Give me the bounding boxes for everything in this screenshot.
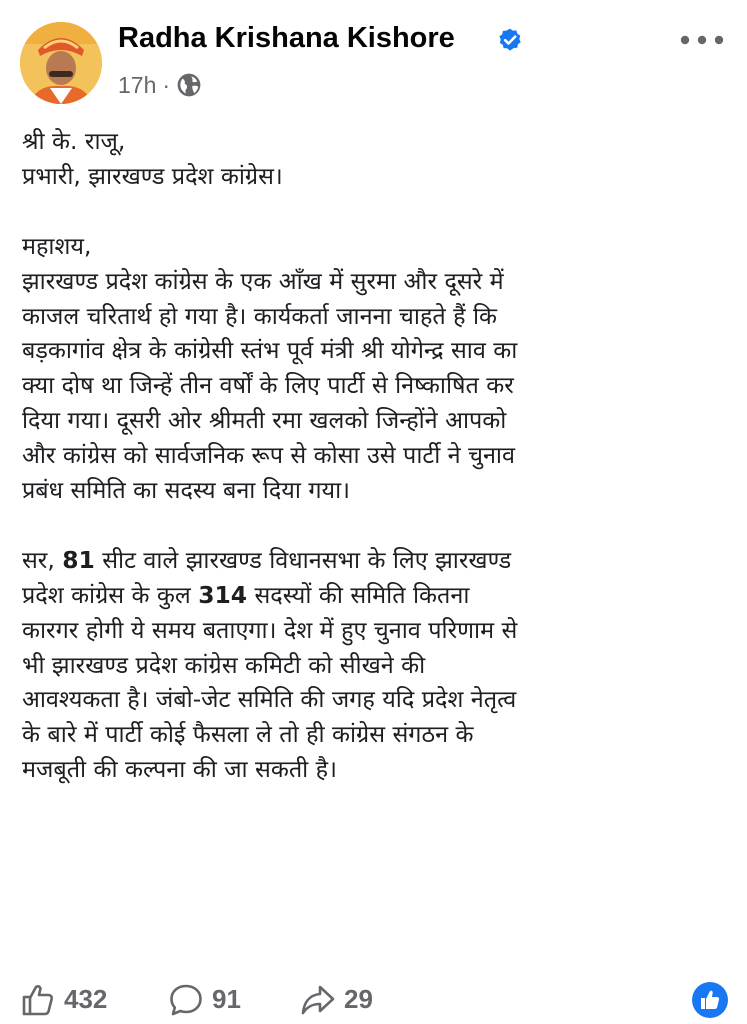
- meta-separator: ·: [162, 71, 171, 98]
- comment-button[interactable]: [168, 975, 241, 1024]
- text-line: भी झारखण्ड प्रदेश कांग्रेस कमिटी को सीखने की: [22, 650, 426, 679]
- text-line: दिया गया। दूसरी ओर श्रीमती रमा खलको जिन्होंने आपको: [22, 406, 507, 435]
- share-count: 29: [344, 984, 373, 1014]
- like-count: 432: [64, 984, 108, 1014]
- text-line: और कांग्रेस को सार्वजनिक रूप से कोसा उसे पार्टी ने चुनाव: [22, 441, 515, 470]
- text-line: बड़कागांव क्षेत्र के कांग्रेसी स्तंभ पूर्व मंत्री श्री योगेन्द्र साव का: [22, 336, 518, 365]
- text-line: आवश्यकता है। जंबो-जेट समिति की जगह यदि प्रदेश नेतृत्व: [22, 685, 517, 714]
- addressee-block: [22, 124, 734, 194]
- comment-bubble-icon: [168, 982, 204, 1018]
- like-button[interactable]: [20, 975, 107, 1024]
- post-time[interactable]: 17h: [118, 71, 157, 98]
- text-segment: सीट वाले झारखण्ड विधानसभा के लिए झारखण्ड: [94, 545, 512, 574]
- text-line: [22, 578, 734, 613]
- avatar[interactable]: [20, 22, 102, 104]
- share-arrow-icon: [300, 982, 336, 1018]
- text-segment: सदस्यों की समिति कितना: [247, 580, 470, 609]
- globe-icon: [176, 72, 202, 98]
- text-line: प्रबंध समिति का सदस्य बना दिया गया।: [22, 476, 350, 505]
- thumbs-up-icon: [20, 982, 56, 1018]
- more-options-icon[interactable]: [679, 30, 725, 50]
- seat-count: 81: [62, 545, 95, 574]
- text-line: महाशय,: [22, 231, 92, 260]
- text-line: श्री के. राजू,: [22, 127, 126, 155]
- text-line: [22, 543, 734, 578]
- post-body: [22, 124, 734, 787]
- text-line: कारगर होगी ये समय बताएगा। देश में हुए चुनाव परिणाम से: [22, 615, 518, 644]
- text-line: के बारे में पार्टी कोई फैसला ले तो ही कांग्रेस संगठन के: [22, 720, 474, 749]
- verified-badge-icon: [497, 27, 523, 53]
- member-count: 314: [198, 580, 248, 609]
- share-button[interactable]: [300, 975, 373, 1024]
- paragraph-1: [22, 229, 734, 508]
- text-segment: प्रदेश कांग्रेस के कुल: [22, 580, 199, 609]
- text-line: प्रभारी, झारखण्ड प्रदेश कांग्रेस।: [22, 161, 283, 190]
- author-name[interactable]: Radha Krishana Kishore: [118, 22, 455, 54]
- text-line: काजल चरितार्थ हो गया है। कार्यकर्ता जानना चाहते हैं कि: [22, 301, 498, 330]
- comment-count: 91: [212, 984, 241, 1014]
- like-reaction-badge-icon[interactable]: [691, 981, 729, 1019]
- post-actions: [0, 975, 747, 1024]
- text-line: झारखण्ड प्रदेश कांग्रेस के एक आँख में सुरमा और दूसरे में: [22, 266, 504, 295]
- text-line: क्या दोष था जिन्हें तीन वर्षों के लिए पार्टी से निष्काषित कर: [22, 371, 514, 400]
- post-meta: [118, 68, 202, 102]
- post-header: [0, 0, 747, 110]
- text-segment: सर,: [22, 545, 63, 574]
- paragraph-2: [22, 543, 734, 787]
- text-line: मजबूती की कल्पना की जा सकती है।: [22, 755, 337, 784]
